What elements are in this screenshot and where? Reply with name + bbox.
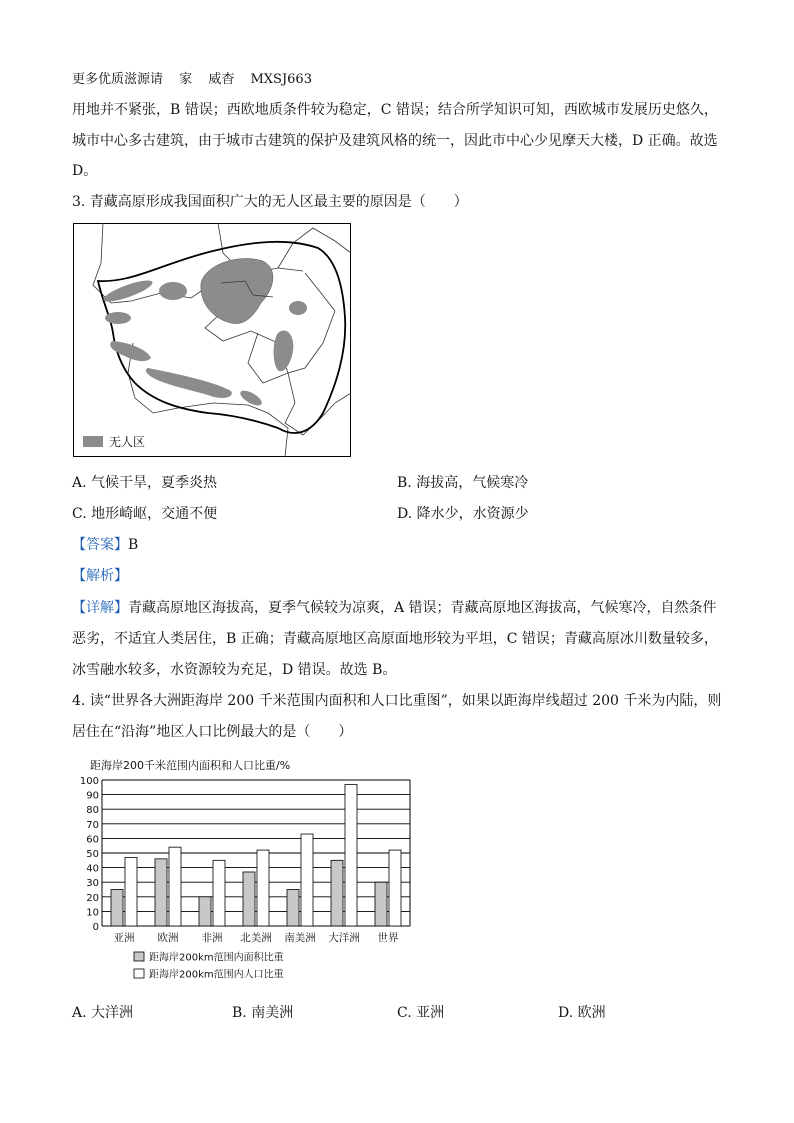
q4-stem-line-2: 居住在“沿海”地区人口比例最大的是（ ） [72, 724, 353, 740]
bar-population [345, 784, 357, 926]
y-tick-label: 90 [86, 790, 99, 802]
q4-option-b[interactable]: B. 南美洲 [232, 1005, 294, 1021]
header-source-line [72, 68, 324, 87]
y-tick-label: 0 [92, 922, 99, 933]
q4-option-c[interactable]: C. 亚洲 [397, 1005, 445, 1021]
legend-label: 距海岸200km范围内人口比重 [149, 969, 284, 981]
x-category-label: 大洋洲 [328, 932, 360, 944]
legend-swatch [83, 436, 103, 447]
bar-area [375, 882, 387, 926]
legend-swatch [134, 952, 144, 961]
bar-area [199, 897, 211, 926]
q2-text-line-1: 用地并不紧张，B 错误；西欧地质条件较为稳定，C 错误；结合所学知识可知，西欧城市发展历史悠久， [72, 102, 718, 118]
uninhabited-zone [289, 301, 307, 315]
bar-population [125, 857, 137, 926]
q2-text-line-2: 城市中心多古建筑，由于城市古建筑的保护及建筑风格的统一，因此市中心少见摩天大楼，D 正确。故选 [72, 133, 718, 149]
y-tick-label: 10 [86, 907, 99, 919]
q3-detail-line-2: 恶劣，不适宜人类居住，B 正确；青藏高原地区高原面地形较为平坦，C 错误；青藏高原冰川数量较多， [72, 631, 718, 647]
bar-area [111, 890, 123, 927]
q3-option-c[interactable]: C. 地形崎岖，交通不便 [72, 506, 218, 522]
q3-option-b[interactable]: B. 海拔高，气候寒冷 [397, 475, 529, 491]
bar-population [213, 860, 225, 926]
detail-text: 青藏高原地区海拔高，夏季气候较为凉爽，A 错误；青藏高原地区海拔高，气候寒冷，自然条件 [128, 600, 717, 616]
q4-option-d[interactable]: D. 欧洲 [558, 1005, 606, 1021]
x-category-label: 亚洲 [113, 932, 135, 944]
header-part: 更多优质滋源请 [72, 72, 164, 87]
y-tick-label: 40 [86, 863, 99, 875]
header-part: 家 [179, 72, 193, 87]
y-tick-label: 80 [86, 805, 99, 817]
header-part: MXSJ663 [250, 72, 312, 87]
bar-area [155, 859, 167, 926]
detail-label: 【详解】 [72, 600, 128, 616]
answer-value: B [128, 537, 139, 553]
q2-text-line-3: D。 [72, 163, 98, 179]
q3-option-a[interactable]: A. 气候干旱，夏季炎热 [72, 475, 218, 491]
uninhabited-zone [159, 282, 187, 300]
q3-answer [72, 535, 138, 555]
legend-swatch [134, 969, 144, 978]
q3-analysis-heading [72, 566, 128, 586]
bar-area [331, 860, 343, 926]
legend-label: 无人区 [109, 435, 146, 449]
y-tick-label: 70 [86, 819, 99, 831]
q3-detail-line-1 [72, 598, 717, 618]
y-tick-label: 50 [86, 849, 99, 860]
coastal-bar-chart [72, 755, 422, 995]
q3-option-d[interactable]: D. 降水少，水资源少 [397, 506, 529, 522]
q4-stem-line-1: 4. 读“世界各大洲距海岸 200 千米范围内面积和人口比重图”，如果以距海岸线超过 200 千米为内陆，则 [72, 693, 722, 709]
x-category-label: 欧洲 [157, 932, 179, 944]
q4-option-a[interactable]: A. 大洋洲 [72, 1005, 134, 1021]
answer-label: 【答案】 [72, 537, 128, 553]
x-category-label: 非洲 [201, 932, 223, 944]
analysis-label: 【解析】 [72, 568, 128, 584]
x-category-label: 南美洲 [284, 932, 316, 944]
x-category-label: 北美洲 [240, 932, 272, 944]
q3-detail-line-3: 冰雪融水较多，水资源较为充足，D 错误。故选 B。 [72, 662, 397, 678]
uninhabited-zone [105, 312, 131, 324]
legend-label: 距海岸200km范围内面积比重 [149, 952, 284, 964]
bar-population [169, 847, 181, 926]
bar-area [287, 890, 299, 927]
x-category-label: 世界 [377, 932, 399, 944]
chart-title: 距海岸200千米范围内面积和人口比重/% [90, 759, 291, 772]
y-tick-label: 60 [86, 834, 99, 846]
tibet-map [73, 223, 351, 457]
y-tick-label: 100 [79, 776, 99, 787]
bar-area [243, 872, 255, 926]
q3-stem: 3. 青藏高原形成我国面积广大的无人区最主要的原因是（ ） [72, 194, 468, 210]
y-tick-label: 20 [86, 892, 99, 904]
bar-population [301, 834, 313, 926]
bar-population [389, 850, 401, 926]
y-tick-label: 30 [86, 878, 99, 890]
header-part: 威杳 [208, 72, 235, 87]
bar-population [257, 850, 269, 926]
